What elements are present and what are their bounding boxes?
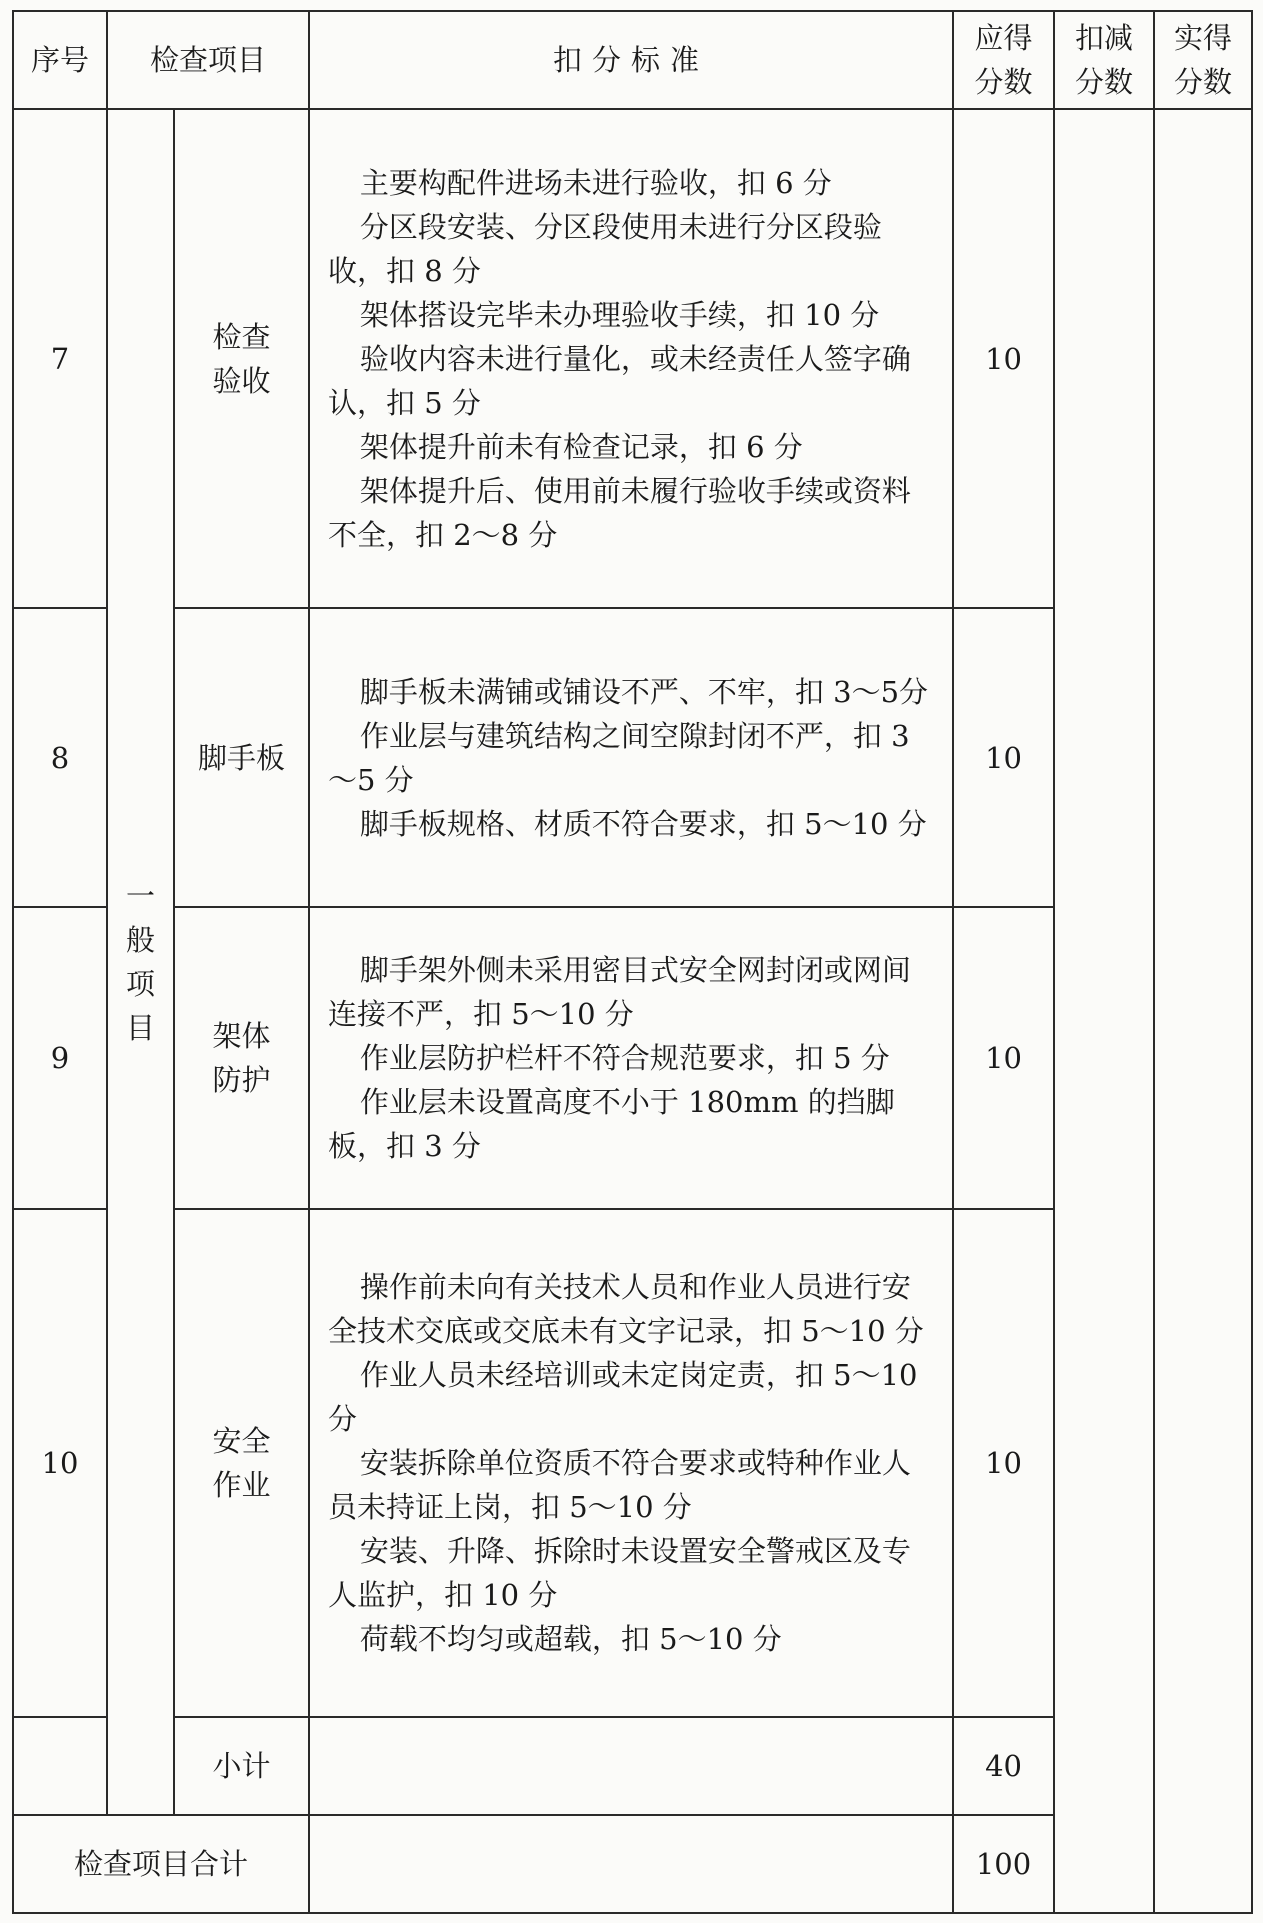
category-general-items: 一 般 项 目 <box>107 109 174 1815</box>
row-item-name: 脚手板 <box>174 608 309 907</box>
header-seq: 序号 <box>13 11 107 109</box>
row-seq: 8 <box>13 608 107 907</box>
total-criteria-blank <box>309 1815 953 1913</box>
row-criteria: 主要构配件进场未进行验收，扣 6 分 分区段安装、分区段使用未进行分区段验收，扣 8 分 架体搭设完毕未办理验收手续，扣 10 分 验收内容未进行量化，或未经责任人签字确认，扣 5 分 架体提升前未有检查记录，扣 6 分 架体提升后、使用前未履行验收手续或资料不全，扣 2～8 分 <box>309 109 953 608</box>
row-full-score: 10 <box>953 907 1054 1209</box>
header-deduct: 扣减 分数 <box>1054 11 1154 109</box>
actual-score-column <box>1154 109 1252 1913</box>
total-score: 100 <box>953 1815 1054 1913</box>
deduct-score-column <box>1054 109 1154 1913</box>
row-item-name: 架体 防护 <box>174 907 309 1209</box>
subtotal-label: 小计 <box>174 1717 309 1815</box>
subtotal-criteria-blank <box>309 1717 953 1815</box>
row-seq: 10 <box>13 1209 107 1717</box>
header-actual: 实得 分数 <box>1154 11 1252 109</box>
row-criteria: 操作前未向有关技术人员和作业人员进行安全技术交底或交底未有文字记录，扣 5～10 分 作业人员未经培训或未定岗定责，扣 5～10分 安装拆除单位资质不符合要求或特种作业人员未持证上岗，扣 5～10 分 安装、升降、拆除时未设置安全警戒区及专人监护，扣 10 分 荷载不均匀或超载，扣 5～10 分 <box>309 1209 953 1717</box>
header-criteria: 扣分标准 <box>309 11 953 109</box>
header-full-score: 应得 分数 <box>953 11 1054 109</box>
row-seq: 7 <box>13 109 107 608</box>
inspection-table <box>12 10 1253 1914</box>
row-seq: 9 <box>13 907 107 1209</box>
row-item-name: 检查 验收 <box>174 109 309 608</box>
total-label: 检查项目合计 <box>13 1815 309 1913</box>
table-row <box>13 109 1252 608</box>
row-full-score: 10 <box>953 1209 1054 1717</box>
row-criteria: 脚手架外侧未采用密目式安全网封闭或网间连接不严，扣 5～10 分 作业层防护栏杆不符合规范要求，扣 5 分 作业层未设置高度不小于 180mm 的挡脚板，扣 3 分 <box>309 907 953 1209</box>
header-row <box>13 11 1252 109</box>
subtotal-seq-blank <box>13 1717 107 1815</box>
row-item-name: 安全 作业 <box>174 1209 309 1717</box>
row-full-score: 10 <box>953 608 1054 907</box>
subtotal-score: 40 <box>953 1717 1054 1815</box>
row-criteria: 脚手板未满铺或铺设不严、不牢，扣 3～5分 作业层与建筑结构之间空隙封闭不严，扣 3～5 分 脚手板规格、材质不符合要求，扣 5～10 分 <box>309 608 953 907</box>
header-item: 检查项目 <box>107 11 309 109</box>
row-full-score: 10 <box>953 109 1054 608</box>
